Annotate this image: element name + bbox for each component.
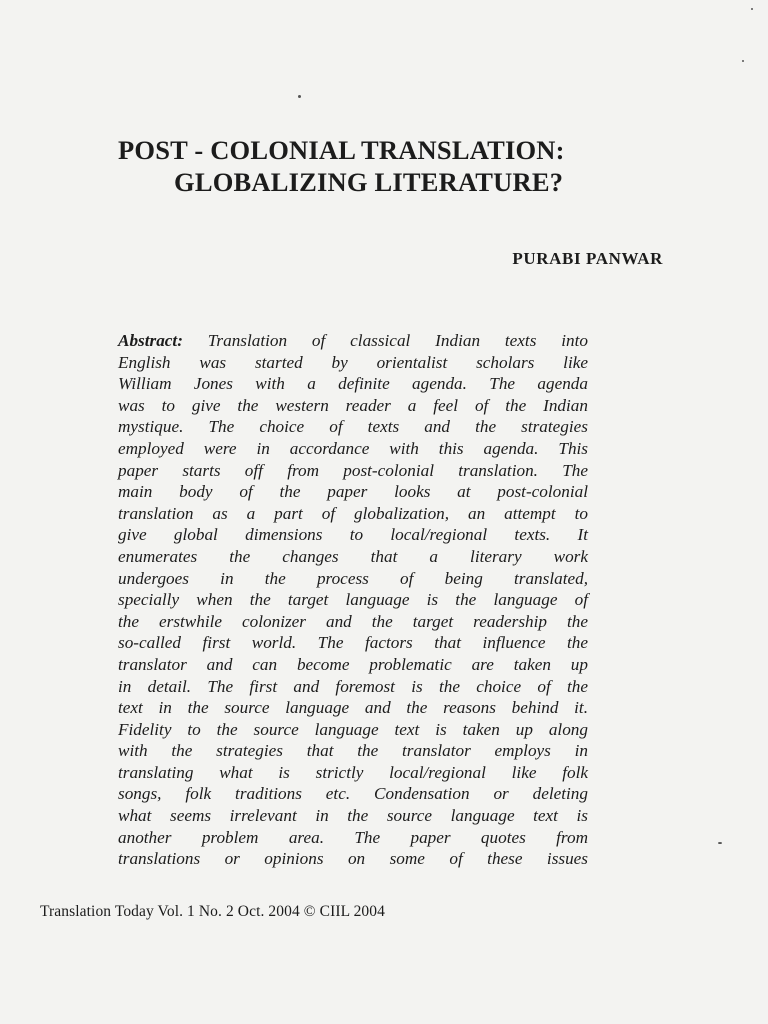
- abstract-line: songs, folk traditions etc. Condensation or deleting: [118, 784, 588, 804]
- abstract-line: paper starts off from post-colonial translation. The: [118, 460, 588, 480]
- journal-footer: Translation Today Vol. 1 No. 2 Oct. 2004 © CIIL 2004: [40, 903, 385, 920]
- abstract-line: give global dimensions to local/regional texts. It: [118, 525, 588, 545]
- abstract-line: was to give the western reader a feel of the Indian: [118, 395, 588, 415]
- abstract-label: Abstract:: [118, 331, 183, 350]
- scan-speck: [742, 60, 744, 62]
- abstract-line: the erstwhile colonizer and the target readership the: [118, 611, 588, 631]
- abstract-line: text in the source language and the reasons behind it.: [118, 698, 588, 718]
- abstract: [118, 330, 588, 870]
- paper-title-line-2: GLOBALIZING LITERATURE?: [174, 167, 564, 197]
- abstract-line: [118, 330, 588, 352]
- abstract-line: English was started by orientalist scholars like: [118, 352, 588, 372]
- abstract-line: Fidelity to the source language text is taken up along: [118, 719, 588, 739]
- abstract-line: another problem area. The paper quotes from: [118, 827, 588, 847]
- abstract-line: translations or opinions on some of these issues: [118, 849, 588, 869]
- abstract-line: enumerates the changes that a literary work: [118, 546, 588, 566]
- abstract-line: translator and can become problematic are taken up: [118, 654, 588, 674]
- abstract-line: translating what is strictly local/regional like folk: [118, 762, 588, 782]
- abstract-line: specially when the target language is the language of: [118, 590, 588, 610]
- abstract-text: Translation of classical Indian texts into: [207, 331, 588, 350]
- abstract-line: so-called first world. The factors that influence the: [118, 633, 588, 653]
- abstract-line: in detail. The first and foremost is the choice of the: [118, 676, 588, 696]
- abstract-line: mystique. The choice of texts and the strategies: [118, 417, 588, 437]
- abstract-line: what seems irrelevant in the source language text is: [118, 806, 588, 826]
- abstract-line: main body of the paper looks at post-colonial: [118, 482, 588, 502]
- paper-title-line-1: POST - COLONIAL TRANSLATION:: [118, 135, 565, 165]
- abstract-line: translation as a part of globalization, an attempt to: [118, 503, 588, 523]
- abstract-line: undergoes in the process of being translated,: [118, 568, 588, 588]
- scan-speck: [718, 842, 722, 844]
- abstract-line: employed were in accordance with this agenda. This: [118, 438, 588, 458]
- author-name: PURABI PANWAR: [512, 249, 663, 268]
- abstract-line: William Jones with a definite agenda. The agenda: [118, 374, 588, 394]
- abstract-line: with the strategies that the translator employs in: [118, 741, 588, 761]
- scan-speck: [298, 95, 301, 98]
- scan-speck: [751, 8, 753, 10]
